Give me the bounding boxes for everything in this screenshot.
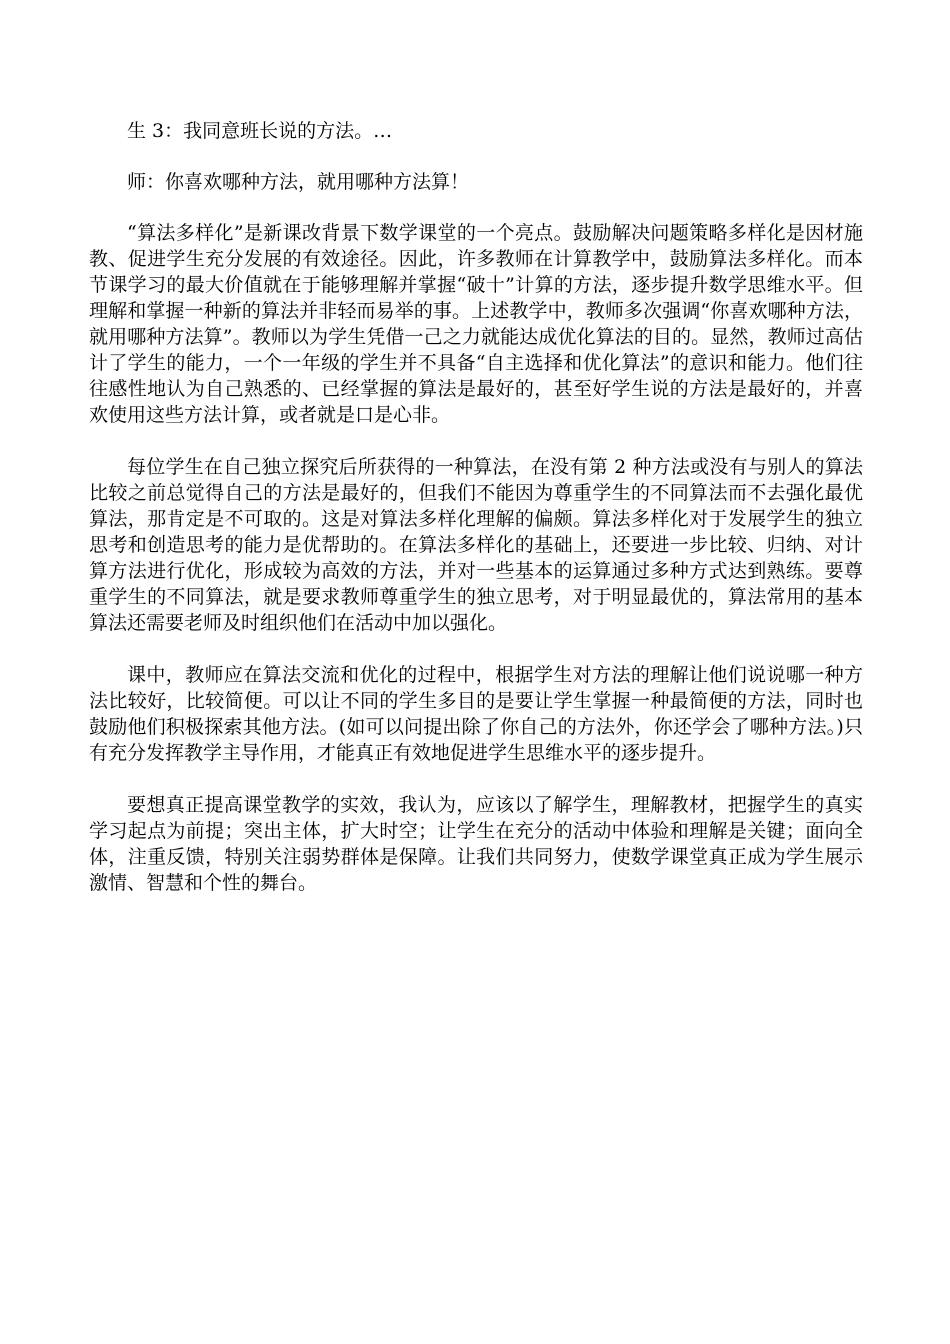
paragraph-student-methods: 每位学生在自己独立探究后所获得的一种算法，在没有第 2 种方法或没有与别人的算法比较之前总觉得自己的方法是最好的，但我们不能因为尊重学生的不同算法而不去强化最优算法，那肯定是不可取的。这是对算法多样化理解的偏颇。算法多样化对于发展学生的独立思考和创造思考的能力是优帮助的。在算法多样化的基础上，还要进一步比较、归纳、对计算方法进行优化，形成较为高效的方法，并对一些基本的运算通过多种方式达到熟练。要尊重学生的不同算法，就是要求教师尊重学生的独立思考，对于明显最优的，算法常用的基本算法还需要老师及时组织他们在活动中加以强化。: [89, 456, 863, 634]
paragraph-algorithm-diversity: “算法多样化”是新课改背景下数学课堂的一个亮点。鼓励解决问题策略多样化是因材施教、促进学生充分发展的有效途径。因此，许多教师在计算教学中，鼓励算法多样化。而本节课学习的最大价值就在于能够理解并掌握“破十”计算的方法，逐步提升数学思维水平。但理解和掌握一种新的算法并非轻而易举的事。上述教学中，教师多次强调“你喜欢哪种方法，就用哪种方法算”。教师以为学生凭借一己之力就能达成优化算法的目的。显然，教师过高估计了学生的能力，一个一年级的学生并不具备“自主选择和优化算法”的意识和能力。他们往往感性地认为自己熟悉的、已经掌握的算法是最好的，甚至好学生说的方法是最好的，并喜欢使用这些方法计算，或者就是口是心非。: [89, 222, 863, 426]
document-body: [89, 118, 863, 922]
paragraph-teacher: 师：你喜欢哪种方法，就用哪种方法算！: [127, 171, 470, 193]
paragraph-student-3: 生 3：我同意班长说的方法。…: [127, 120, 393, 142]
paragraph-teacher-guidance: 课中，教师应在算法交流和优化的过程中，根据学生对方法的理解让他们说说哪一种方法比较好，比较简便。可以让不同的学生多目的是要让学生掌握一种最简便的方法，同时也鼓励他们积极探索其他方法。(如可以问提出除了你自己的方法外，你还学会了哪种方法。)只有充分发挥教学主导作用，才能真正有效地促进学生思维水平的逐步提升。: [89, 664, 863, 764]
paragraph-conclusion: 要想真正提高课堂教学的实效，我认为，应该以了解学生，理解教材，把握学生的真实学习起点为前提；突出主体，扩大时空；让学生在充分的活动中体验和理解是关键；面向全体，注重反馈，特别关注弱势群体是保障。让我们共同努力，使数学课堂真正成为学生展示激情、智慧和个性的舞台。: [89, 794, 863, 894]
